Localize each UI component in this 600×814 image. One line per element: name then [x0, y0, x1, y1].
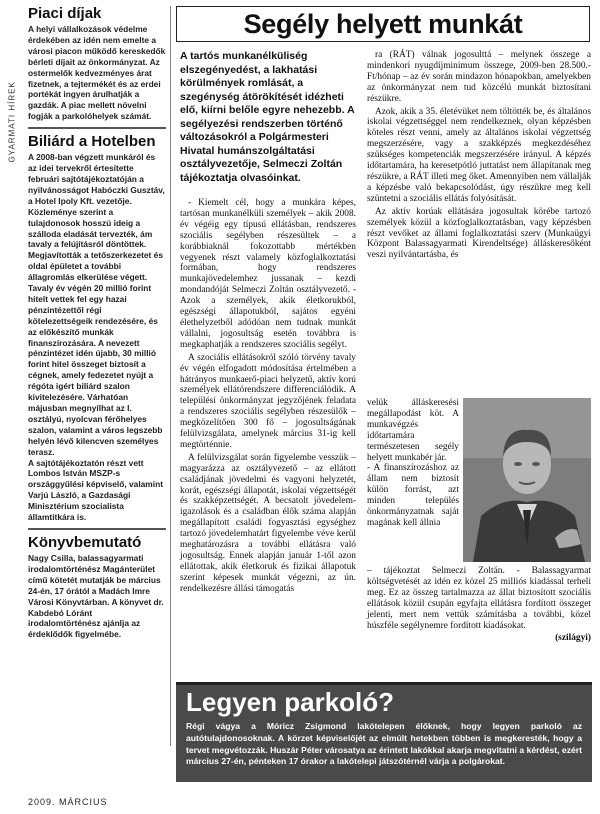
column-rule	[170, 6, 171, 746]
article-title: Segély helyett munkát	[243, 9, 523, 39]
biliard-text-1: A 2008-ban végzett munkáról és az idei tervekről értesítette februári sajtótájékoztatóján a nyilvánosságot Habóczki Gusztáv, a Hotel Ipoly Kft. vezetője.	[28, 152, 165, 206]
biliard-text-2: Közleménye szerint a tulajdonosok hosszú ideig a szálloda eladását tervezték, ám tavaly a felújításról döntöttek. Megjavították a tetőszerkezetet és oldal épületet a további állagromlás elkerülése végett. Tavaly év végén 20 millió forint hitelt vettek fel egy hazai pénzintézettől régi kötelezettségeik rendezésére, és az előkészítő munkák finanszírozására. A nevezett pénzintézet idén újabb, 30 millió forint hitel összeget biztosít a cégnek, amely fedezetet nyújt a régóta igért biliárd szalon kivitelezésére. Várhatóan májusban megnyílhat az I. osztályú, nyolcvan férőhelyes szalon, valamint a város legszebb helyén lévő kilencven személyes terasz.	[28, 206, 163, 457]
article-column-2-narrow	[367, 398, 459, 531]
article-paragraph: – tájékoztat Selmeczi Zoltán. - Balassagyarmat költségvetését az idén ez közel 25 milliós kiadással terheli meg. Ez az összeg tartalmazza az állat biztosított szociális ellátások közül csupán egyfajta ellátásra fordított összeget jelenti, mert nem vettük számításba a további, közel húszféle segélynemre fordított kiadásokat.	[367, 566, 591, 631]
article-byline: (szilágyi)	[555, 633, 591, 644]
page-footer: 2009. MÁRCIUS	[28, 797, 108, 807]
article-column-2	[367, 50, 591, 263]
konyv-heading: Könyvbemutató	[28, 533, 142, 551]
section-label-text: GYARMATI HÍREK	[7, 81, 17, 163]
biliard-heading: Biliárd a Hotelben	[28, 133, 156, 151]
article-paragraph: Azok, akik a 35. életévüket nem töltötték be, és általános iskolai végzettséggel nem rendelkeznek, olyan képzésben köteles részt venni, amely az általános iskolai végzettség megszerzésére, vagy a szakképzés megkezdéséhez szükséges kompetenciák megszerzésére irányul. A képzés időtartamára, ha keresetpótló juttatást nem állapítanak meg részükre, a RÁT illeti meg őket. Amennyiben nem vállalják a képzésbe való bekapcsolódást, úgy részükre meg kell szüntetni a szociális ellátás folyósítását.	[367, 106, 591, 204]
news-column	[28, 6, 166, 640]
konyv-text: Nagy Csilla, balassagyarmati irodalomtörténész Magánterület című kötetét mutatják be március 24-én, 17 órától a Madách Imre Városi Könyvtárban. A könyvet dr. Kabdebó Lóránt irodalomtörténész ajánlja az érdeklődők figyelmébe.	[28, 552, 164, 640]
article-column-1	[180, 198, 356, 597]
article-paragraph: A felülvizsgálat során figyelembe vesszük – magyarázza az osztályvezető – az ellátott családjának jövedelmi és vagyoni helyzetét, korát, egészségi állapotát, iskolai végzettségét és szakképzettségét. A becsatolt jövedelem-igazolások és a családban élők száma alapján megállapított családi fogyasztási egységhez tartozó jövedelemhatárt figyelembe véve kerül meghatározásra a további ellátásra való jogosultság. Ennek alapján január 1-től azon ellátottak, akik életkoruk és fizikai állapotuk szerint képesek munkát végezni, az ún. rendelkezésre állási támogatás	[180, 452, 356, 594]
parking-heading: Legyen parkoló?	[186, 687, 395, 717]
portrait-photo	[463, 398, 591, 562]
article-lead: A tartós munkanélküliség elszegényedést, a lakhatási körülmények romlását, a szegénység átörökítését idézheti elő, kiírni belőle egyre nehezebb. A segélyezési rendszerben történő változásokról a Polgármesteri Hivatal humánszolgáltatási osztályvezetője, Selmeczi Zoltán tájékoztatja olvasóinkat.	[180, 50, 355, 184]
article-paragraph: ra (RÁT) válnak jogosulttá – melynek összege a mindenkori nyugdíjminimum összege, 2009-ben 28.500.-Ft/hónap – az év során mindazon hónapokban, amelyekben az önkormányzat nem tud közcélú munkát biztosítani részükre.	[367, 50, 591, 104]
section-label	[4, 20, 18, 170]
parking-box	[176, 682, 592, 782]
article-column-2-bottom	[367, 566, 591, 644]
divider	[28, 127, 166, 129]
article-title-box	[176, 6, 590, 42]
article-paragraph: Az aktív korúak ellátására jogosultak körébe tartozó személyek közül a közfoglalkoztatásban, vagy képzésben részt vevőket az állami foglalkoztatási szerv (Munkaügyi Központ Balassagyarmati Kirendeltsége) álláskeresőként veszi nyilvántartásba, és	[367, 206, 591, 261]
divider	[28, 528, 166, 530]
portrait-image	[463, 398, 591, 562]
article-paragraph: velük álláskeresési megállapodást köt. A munkavégzés időtartamára természetesen segély helyett munkabér jár. - A finanszírozáshoz az állam nem biztosít külön forrást, azt minden település önkormányzatnak saját magának kell állnia	[367, 398, 459, 528]
biliard-text-3: A sajtótájékoztatón részt vett Lombos István MSZP-s országgyűlési képviselő, valamint Varjú László, a Gazdasági Minisztérium szocialista államtitkára is.	[28, 457, 163, 523]
piaci-text: A helyi vállalkozások védelme érdekében az idén nem emelte a városi piacon működő kereskedők bérleti díjait az önkormányzat. Az ostermelők kedvezményes árat fizetnek, a tejtermékét és az erdei portékát ingyen árulhatják a gazdák. A piac mellett növelni fogják a parkolóhelyek számát.	[28, 24, 166, 122]
article-paragraph: A szociális ellátásokról szóló törvény tavaly év végén elfogadott módosítása értelmében a hátrányos munkaerő-piaci helyzetű, aktív korú személyek ellátórendszere differenciálódik. A települési önkormányzat jegyzőjének feladata a rendszeres szociális segélyben részesülők – megközelítően 300 fő – jogosultságának felülvizsgálata, amelynek március 31-ig kell megtörténnie.	[180, 352, 356, 450]
parking-text: Régi vágya a Móricz Zsigmond lakótelepen élőknek, hogy legyen parkoló az autótulajdonosoknak. A körzet képviselőjét az elmúlt hetekben többen is megkeresték, hogy a tervet megvétozzák. Huszár Péter városatya az érintett lakókkal akarja megvitatni a kérdést, ezért március 27-én, pénteken 17 órakor a lakótelepi játszótérnél várja a polgárokat.	[186, 721, 582, 767]
piaci-heading: Piaci díjak	[28, 5, 102, 22]
article-paragraph: - Kiemelt cél, hogy a munkára képes, tartósan munkanélküli személyek – akik 2008. év végéig egy típusú ellátásban, rendszeres szociális segélyben részesültek – a korábbiaknál fokozottabb mértékben vegyenek részt valamely közfoglalkoztatási formában, hogy rendszeres munkajövedelemhez jussanak – kezdi mondandóját Selmeczi Zoltán osztályvezető. - Azok a személyek, akik életkorukból, egészségi állapotukból, sajátos egyéni élethelyzetből adódóan nem tudnak munkát vállalni, jogosultság esetén továbbra is megkaphatják a rendszeres szociális segélyt.	[180, 198, 356, 350]
